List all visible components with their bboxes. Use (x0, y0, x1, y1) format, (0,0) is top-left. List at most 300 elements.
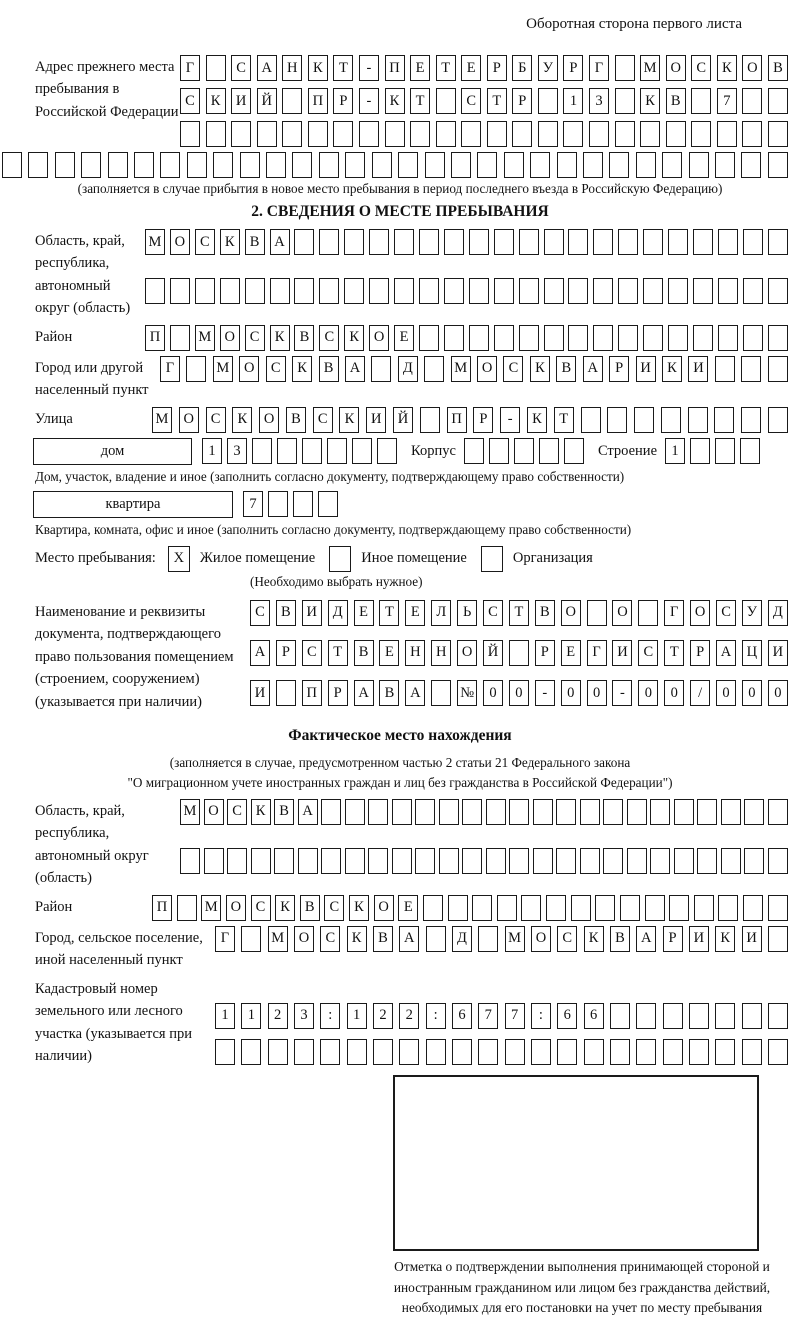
char-cell[interactable] (587, 600, 607, 626)
char-cell[interactable] (318, 491, 338, 517)
char-cell[interactable]: 1 (665, 438, 685, 464)
char-cell[interactable]: Е (398, 895, 418, 921)
char-cell[interactable]: О (369, 325, 389, 351)
char-cell[interactable] (571, 895, 591, 921)
char-cell[interactable]: 1 (241, 1003, 261, 1029)
char-cell[interactable] (742, 1003, 762, 1029)
char-cell[interactable] (690, 438, 710, 464)
char-cell[interactable]: О (239, 356, 259, 382)
char-cell[interactable]: Т (487, 88, 507, 114)
char-cell[interactable] (170, 325, 190, 351)
char-cell[interactable] (519, 229, 539, 255)
char-cell[interactable] (220, 278, 240, 304)
char-cell[interactable]: 2 (373, 1003, 393, 1029)
char-cell[interactable]: С (313, 407, 333, 433)
char-cell[interactable]: А (636, 926, 656, 952)
char-cell[interactable]: Й (257, 88, 277, 114)
char-cell[interactable]: Т (379, 600, 399, 626)
char-cell[interactable] (636, 152, 656, 178)
char-cell[interactable]: С (324, 895, 344, 921)
char-cell[interactable] (282, 88, 302, 114)
char-cell[interactable] (195, 278, 215, 304)
char-cell[interactable] (669, 895, 689, 921)
char-cell[interactable] (768, 356, 788, 382)
char-cell[interactable] (204, 848, 224, 874)
char-cell[interactable]: П (145, 325, 165, 351)
char-cell[interactable] (509, 799, 529, 825)
char-cell[interactable] (620, 895, 640, 921)
char-cell[interactable]: С (195, 229, 215, 255)
char-cell[interactable]: Г (587, 640, 607, 666)
char-cell[interactable] (241, 1039, 261, 1065)
char-cell[interactable]: И (742, 926, 762, 952)
char-cell[interactable]: И (689, 926, 709, 952)
char-cell[interactable] (486, 799, 506, 825)
char-cell[interactable] (494, 278, 514, 304)
char-cell[interactable]: : (426, 1003, 446, 1029)
char-cell[interactable] (744, 848, 764, 874)
char-cell[interactable]: Л (431, 600, 451, 626)
char-cell[interactable] (674, 848, 694, 874)
char-cell[interactable]: О (561, 600, 581, 626)
char-cell[interactable] (472, 895, 492, 921)
char-cell[interactable]: М (505, 926, 525, 952)
char-cell[interactable]: К (662, 356, 682, 382)
char-cell[interactable]: 0 (768, 680, 788, 706)
char-cell[interactable] (385, 121, 405, 147)
stay-option-residential-checkbox[interactable]: X (168, 546, 190, 572)
char-cell[interactable] (448, 895, 468, 921)
char-cell[interactable] (618, 278, 638, 304)
char-cell[interactable] (741, 152, 761, 178)
char-cell[interactable] (469, 278, 489, 304)
char-cell[interactable]: К (640, 88, 660, 114)
char-cell[interactable]: 0 (561, 680, 581, 706)
char-cell[interactable] (504, 152, 524, 178)
char-cell[interactable] (595, 895, 615, 921)
char-cell[interactable] (663, 1003, 683, 1029)
char-cell[interactable] (415, 799, 435, 825)
char-cell[interactable] (308, 121, 328, 147)
char-cell[interactable]: С (231, 55, 251, 81)
char-cell[interactable] (557, 152, 577, 178)
char-cell[interactable]: 2 (268, 1003, 288, 1029)
char-cell[interactable] (666, 121, 686, 147)
char-cell[interactable] (505, 1039, 525, 1065)
char-cell[interactable] (345, 799, 365, 825)
char-cell[interactable] (319, 152, 339, 178)
char-cell[interactable]: Т (328, 640, 348, 666)
char-cell[interactable]: П (308, 88, 328, 114)
char-cell[interactable]: 7 (717, 88, 737, 114)
char-cell[interactable] (718, 325, 738, 351)
char-cell[interactable]: О (220, 325, 240, 351)
char-cell[interactable] (556, 848, 576, 874)
char-cell[interactable] (187, 152, 207, 178)
char-cell[interactable]: 3 (294, 1003, 314, 1029)
char-cell[interactable] (531, 1039, 551, 1065)
char-cell[interactable] (718, 229, 738, 255)
char-cell[interactable] (580, 799, 600, 825)
char-cell[interactable]: 7 (505, 1003, 525, 1029)
char-cell[interactable] (321, 848, 341, 874)
char-cell[interactable] (227, 848, 247, 874)
char-cell[interactable]: О (170, 229, 190, 255)
char-cell[interactable] (715, 356, 735, 382)
char-cell[interactable]: Д (398, 356, 418, 382)
char-cell[interactable] (768, 1003, 788, 1029)
char-cell[interactable]: С (638, 640, 658, 666)
char-cell[interactable]: В (666, 88, 686, 114)
char-cell[interactable]: В (245, 229, 265, 255)
char-cell[interactable] (419, 325, 439, 351)
char-cell[interactable] (494, 229, 514, 255)
char-cell[interactable]: О (742, 55, 762, 81)
char-cell[interactable]: К (347, 926, 367, 952)
char-cell[interactable]: : (320, 1003, 340, 1029)
char-cell[interactable]: 2 (399, 1003, 419, 1029)
char-cell[interactable]: 6 (584, 1003, 604, 1029)
char-cell[interactable]: О (477, 356, 497, 382)
char-cell[interactable]: У (538, 55, 558, 81)
char-cell[interactable] (514, 438, 534, 464)
char-cell[interactable]: Р (609, 356, 629, 382)
char-cell[interactable]: К (206, 88, 226, 114)
char-cell[interactable]: С (320, 926, 340, 952)
char-cell[interactable] (294, 1039, 314, 1065)
char-cell[interactable]: Е (394, 325, 414, 351)
char-cell[interactable]: Н (282, 55, 302, 81)
char-cell[interactable] (694, 895, 714, 921)
char-cell[interactable]: У (742, 600, 762, 626)
char-cell[interactable]: Й (483, 640, 503, 666)
char-cell[interactable]: Е (410, 55, 430, 81)
char-cell[interactable] (398, 152, 418, 178)
char-cell[interactable] (368, 848, 388, 874)
stay-option-organization-checkbox[interactable] (481, 546, 503, 572)
char-cell[interactable] (768, 926, 788, 952)
char-cell[interactable] (607, 407, 627, 433)
char-cell[interactable]: В (556, 356, 576, 382)
char-cell[interactable]: 3 (227, 438, 247, 464)
char-cell[interactable] (108, 152, 128, 178)
char-cell[interactable] (497, 895, 517, 921)
char-cell[interactable]: Г (664, 600, 684, 626)
char-cell[interactable]: 0 (716, 680, 736, 706)
char-cell[interactable]: В (276, 600, 296, 626)
char-cell[interactable] (697, 848, 717, 874)
char-cell[interactable] (431, 680, 451, 706)
char-cell[interactable]: О (457, 640, 477, 666)
char-cell[interactable]: В (768, 55, 788, 81)
char-cell[interactable]: 3 (589, 88, 609, 114)
char-cell[interactable] (319, 278, 339, 304)
char-cell[interactable] (741, 407, 761, 433)
char-cell[interactable]: К (715, 926, 735, 952)
char-cell[interactable]: О (612, 600, 632, 626)
char-cell[interactable] (583, 152, 603, 178)
char-cell[interactable] (691, 88, 711, 114)
char-cell[interactable] (487, 121, 507, 147)
char-cell[interactable]: 0 (509, 680, 529, 706)
char-cell[interactable]: О (666, 55, 686, 81)
char-cell[interactable] (768, 799, 788, 825)
char-cell[interactable]: И (231, 88, 251, 114)
char-cell[interactable]: Ц (742, 640, 762, 666)
char-cell[interactable]: А (345, 356, 365, 382)
char-cell[interactable] (28, 152, 48, 178)
char-cell[interactable]: А (354, 680, 374, 706)
char-cell[interactable] (293, 491, 313, 517)
char-cell[interactable] (556, 799, 576, 825)
char-cell[interactable] (519, 325, 539, 351)
char-cell[interactable]: И (250, 680, 270, 706)
char-cell[interactable] (394, 278, 414, 304)
char-cell[interactable]: В (354, 640, 374, 666)
char-cell[interactable]: - (535, 680, 555, 706)
char-cell[interactable] (718, 895, 738, 921)
char-cell[interactable] (743, 278, 763, 304)
char-cell[interactable]: 1 (563, 88, 583, 114)
char-cell[interactable]: К (339, 407, 359, 433)
char-cell[interactable] (740, 438, 760, 464)
char-cell[interactable]: С (227, 799, 247, 825)
char-cell[interactable]: Н (431, 640, 451, 666)
char-cell[interactable] (539, 438, 559, 464)
char-cell[interactable] (327, 438, 347, 464)
char-cell[interactable] (610, 1003, 630, 1029)
char-cell[interactable]: В (319, 356, 339, 382)
char-cell[interactable]: В (535, 600, 555, 626)
char-cell[interactable]: О (531, 926, 551, 952)
char-cell[interactable]: М (640, 55, 660, 81)
char-cell[interactable]: К (220, 229, 240, 255)
char-cell[interactable]: М (268, 926, 288, 952)
char-cell[interactable] (276, 680, 296, 706)
char-cell[interactable] (689, 1003, 709, 1029)
char-cell[interactable] (663, 1039, 683, 1065)
char-cell[interactable]: Е (354, 600, 374, 626)
char-cell[interactable]: В (373, 926, 393, 952)
char-cell[interactable] (715, 152, 735, 178)
char-cell[interactable] (650, 848, 670, 874)
char-cell[interactable]: В (294, 325, 314, 351)
char-cell[interactable] (2, 152, 22, 178)
char-cell[interactable] (544, 278, 564, 304)
char-cell[interactable]: 6 (452, 1003, 472, 1029)
char-cell[interactable] (369, 278, 389, 304)
char-cell[interactable]: А (399, 926, 419, 952)
char-cell[interactable]: А (250, 640, 270, 666)
char-cell[interactable] (55, 152, 75, 178)
char-cell[interactable] (424, 356, 444, 382)
char-cell[interactable] (768, 88, 788, 114)
char-cell[interactable] (257, 121, 277, 147)
char-cell[interactable] (160, 152, 180, 178)
char-cell[interactable] (298, 848, 318, 874)
char-cell[interactable]: С (302, 640, 322, 666)
char-cell[interactable]: Р (276, 640, 296, 666)
char-cell[interactable]: 0 (587, 680, 607, 706)
char-cell[interactable] (742, 121, 762, 147)
char-cell[interactable] (674, 799, 694, 825)
char-cell[interactable]: К (385, 88, 405, 114)
char-cell[interactable]: М (180, 799, 200, 825)
char-cell[interactable]: К (344, 325, 364, 351)
char-cell[interactable] (697, 799, 717, 825)
char-cell[interactable]: С (180, 88, 200, 114)
char-cell[interactable] (743, 229, 763, 255)
char-cell[interactable] (477, 152, 497, 178)
char-cell[interactable] (519, 278, 539, 304)
char-cell[interactable]: С (716, 600, 736, 626)
char-cell[interactable] (643, 278, 663, 304)
char-cell[interactable] (333, 121, 353, 147)
char-cell[interactable] (321, 799, 341, 825)
char-cell[interactable] (462, 799, 482, 825)
char-cell[interactable] (615, 88, 635, 114)
char-cell[interactable] (394, 229, 414, 255)
char-cell[interactable] (743, 325, 763, 351)
char-cell[interactable]: Е (405, 600, 425, 626)
char-cell[interactable] (638, 600, 658, 626)
char-cell[interactable]: 7 (243, 491, 263, 517)
char-cell[interactable]: С (483, 600, 503, 626)
char-cell[interactable] (768, 278, 788, 304)
char-cell[interactable] (768, 848, 788, 874)
char-cell[interactable] (627, 799, 647, 825)
char-cell[interactable] (618, 325, 638, 351)
house-box[interactable]: дом (33, 438, 192, 465)
char-cell[interactable] (177, 895, 197, 921)
char-cell[interactable] (368, 799, 388, 825)
char-cell[interactable]: Г (215, 926, 235, 952)
char-cell[interactable] (688, 407, 708, 433)
char-cell[interactable] (584, 1039, 604, 1065)
char-cell[interactable] (344, 278, 364, 304)
char-cell[interactable] (568, 278, 588, 304)
char-cell[interactable] (266, 152, 286, 178)
char-cell[interactable]: О (226, 895, 246, 921)
char-cell[interactable] (768, 121, 788, 147)
char-cell[interactable]: М (152, 407, 172, 433)
char-cell[interactable] (270, 278, 290, 304)
char-cell[interactable] (593, 278, 613, 304)
char-cell[interactable]: К (349, 895, 369, 921)
char-cell[interactable]: Р (487, 55, 507, 81)
char-cell[interactable] (580, 848, 600, 874)
char-cell[interactable]: К (232, 407, 252, 433)
char-cell[interactable] (462, 848, 482, 874)
char-cell[interactable]: 0 (664, 680, 684, 706)
char-cell[interactable] (145, 278, 165, 304)
char-cell[interactable] (568, 229, 588, 255)
char-cell[interactable]: 0 (483, 680, 503, 706)
char-cell[interactable] (494, 325, 514, 351)
char-cell[interactable] (371, 356, 391, 382)
char-cell[interactable]: К (275, 895, 295, 921)
char-cell[interactable] (615, 121, 635, 147)
char-cell[interactable]: О (259, 407, 279, 433)
char-cell[interactable] (245, 278, 265, 304)
char-cell[interactable]: Р (535, 640, 555, 666)
char-cell[interactable] (419, 229, 439, 255)
char-cell[interactable] (634, 407, 654, 433)
char-cell[interactable] (478, 1039, 498, 1065)
char-cell[interactable] (294, 229, 314, 255)
char-cell[interactable]: Д (768, 600, 788, 626)
char-cell[interactable]: С (250, 600, 270, 626)
char-cell[interactable]: В (300, 895, 320, 921)
char-cell[interactable] (436, 121, 456, 147)
char-cell[interactable] (721, 848, 741, 874)
char-cell[interactable] (377, 438, 397, 464)
char-cell[interactable]: С (557, 926, 577, 952)
char-cell[interactable] (425, 152, 445, 178)
apartment-box[interactable]: квартира (33, 491, 233, 518)
char-cell[interactable] (589, 121, 609, 147)
char-cell[interactable] (469, 325, 489, 351)
char-cell[interactable] (741, 356, 761, 382)
char-cell[interactable] (509, 848, 529, 874)
char-cell[interactable] (489, 438, 509, 464)
char-cell[interactable]: Р (333, 88, 353, 114)
char-cell[interactable] (419, 278, 439, 304)
char-cell[interactable] (721, 799, 741, 825)
char-cell[interactable] (618, 229, 638, 255)
char-cell[interactable] (603, 848, 623, 874)
char-cell[interactable]: А (298, 799, 318, 825)
char-cell[interactable] (768, 325, 788, 351)
char-cell[interactable] (206, 55, 226, 81)
char-cell[interactable] (636, 1039, 656, 1065)
char-cell[interactable] (206, 121, 226, 147)
char-cell[interactable]: Г (160, 356, 180, 382)
char-cell[interactable] (742, 88, 762, 114)
char-cell[interactable] (423, 895, 443, 921)
char-cell[interactable] (444, 229, 464, 255)
char-cell[interactable] (768, 152, 788, 178)
char-cell[interactable]: В (274, 799, 294, 825)
char-cell[interactable]: 7 (478, 1003, 498, 1029)
char-cell[interactable] (444, 325, 464, 351)
char-cell[interactable]: Р (473, 407, 493, 433)
char-cell[interactable]: Т (509, 600, 529, 626)
char-cell[interactable] (372, 152, 392, 178)
char-cell[interactable]: Т (410, 88, 430, 114)
char-cell[interactable] (715, 1039, 735, 1065)
char-cell[interactable] (717, 121, 737, 147)
char-cell[interactable] (509, 640, 529, 666)
char-cell[interactable]: А (405, 680, 425, 706)
char-cell[interactable] (282, 121, 302, 147)
char-cell[interactable] (392, 848, 412, 874)
char-cell[interactable] (180, 848, 200, 874)
char-cell[interactable] (186, 356, 206, 382)
char-cell[interactable]: В (286, 407, 306, 433)
char-cell[interactable]: А (716, 640, 736, 666)
char-cell[interactable] (426, 1039, 446, 1065)
char-cell[interactable] (693, 278, 713, 304)
char-cell[interactable] (668, 278, 688, 304)
char-cell[interactable] (610, 1039, 630, 1065)
char-cell[interactable]: Г (589, 55, 609, 81)
char-cell[interactable] (668, 325, 688, 351)
char-cell[interactable]: О (690, 600, 710, 626)
char-cell[interactable] (319, 229, 339, 255)
char-cell[interactable]: А (270, 229, 290, 255)
char-cell[interactable] (715, 1003, 735, 1029)
